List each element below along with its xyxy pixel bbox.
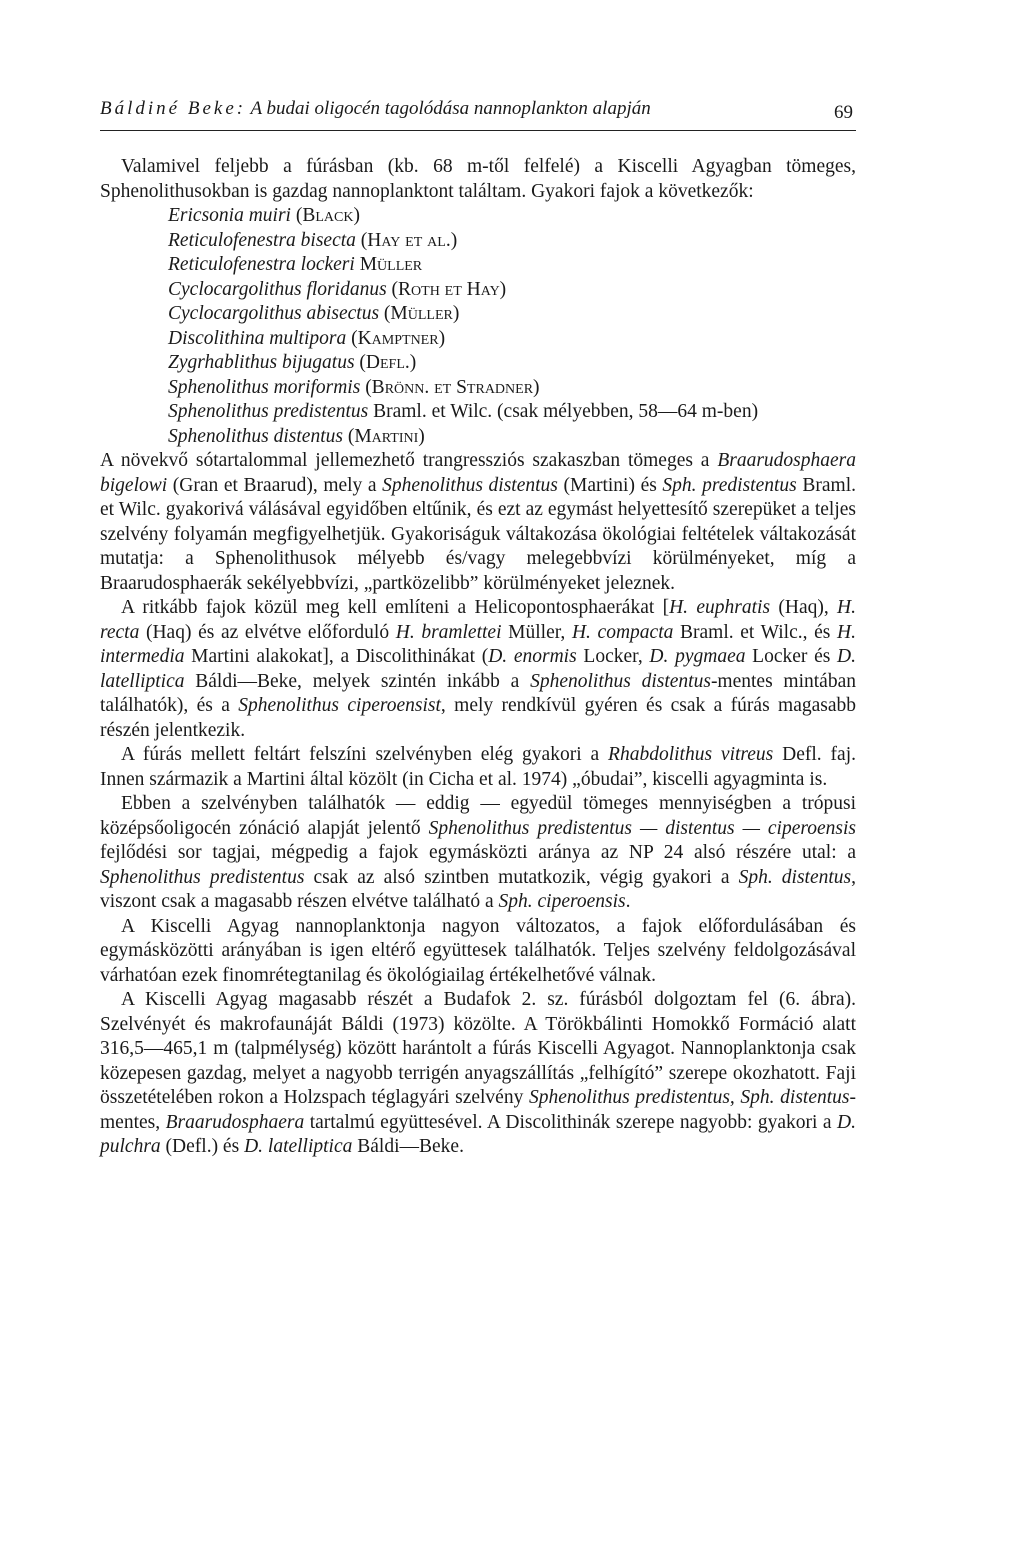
species-item [168,425,856,450]
taxon-name: H. compacta [571,621,674,643]
taxon-name: Braarudosphaera bigelowi [100,450,856,496]
text-run: fejlődési sor tagjai, mégpedig a fajok egymásközti aránya az NP 24 alsó részére utal: a [100,842,856,863]
species-author: (Müller) [383,303,460,324]
species-item [168,204,856,229]
header-title: A budai oligocén tagolódása nannoplankton alapján [250,98,651,119]
running-header [100,97,853,121]
species-author: Braml. et Wilc. (csak mélyebben, 58—64 m-ben) [373,401,759,422]
text-run: , viszont csak a magasabb részen elvétve található a [100,866,857,912]
paragraph-5 [100,792,856,915]
text-run: tartalmú együttesével. A Discolithinák szerepe nagyobb: gyakori a [304,1111,838,1133]
species-name: Sphenolithus distentus [168,425,343,447]
taxon-name: H. bramlettei [395,621,502,643]
taxon-name: Sph. predistentus [662,474,797,496]
text-run: (Haq) és az elvétve előforduló [139,621,396,643]
species-list [100,204,856,449]
species-name: Ericsonia muiri [168,205,291,226]
text-run: (Martini) és [557,474,663,496]
text-run: A fúrás mellett feltárt felszíni szelvényben elég gyakori a [121,744,609,765]
text-run: Braml. et Wilc., és [673,621,838,643]
species-name: Zygrhablithus bijugatus [168,352,355,373]
paragraph-7 [100,988,856,1160]
paragraph-1: Valamivel feljebb a fúrásban (kb. 68 m-től felfelé) a Kiscelli Agyagban tömeges, Sphenolithusokban is gazdag nannoplanktont találtam. Gyakori fajok a következők: [100,156,856,202]
species-name: Sphenolithus moriformis [168,376,361,398]
taxon-name: Rhabdolithus vitreus [608,744,774,765]
species-item [168,376,856,401]
species-author: Müller [359,254,423,275]
species-item [168,302,856,327]
species-name: Cyclocargolithus floridanus [168,278,387,300]
taxon-name: Sphenolithus predistentus, Sph. distentus [528,1087,850,1108]
taxon-name: Braarudosphaera [165,1111,305,1133]
species-item [168,400,856,425]
text-run: -mentes, [100,1087,856,1133]
species-name: Discolithina multipora [168,327,347,349]
species-author: (Kamptner) [351,327,446,349]
text-run: Báldi—Beke. [352,1136,464,1157]
species-author: (Martini) [347,425,425,447]
taxon-name: Sphenolithus predistentus [100,866,305,888]
text-run: (Gran et Braarud), mely a [167,474,383,496]
text-run: Báldi—Beke, melyek szintén inkább a [184,670,531,692]
page-number: 69 [834,102,853,123]
text-run: Defl. faj. Innen származik a Martini által közölt (in Cicha et al. 1974) „óbudai”, kiscelli agyagminta is. [100,744,856,790]
text-run: Ebben a szelvényben találhatók — eddig — egyedül tömeges mennyiségben a trópusi középsőoligocén zónáció alapját jelentő [100,793,856,839]
species-item [168,229,856,254]
text-run: (Haq), [770,597,838,618]
text-run: csak az alsó szintben mutatkozik, végig gyakori a [304,866,739,888]
text-run: . [625,891,631,912]
text-run: Locker, [576,646,650,667]
species-author: (Hay et al.) [360,229,458,251]
body-text [100,155,856,1160]
taxon-name: D. pygmaea [649,646,746,667]
species-item [168,327,856,352]
species-name: Sphenolithus predistentus [168,401,369,422]
species-author: (Black) [295,205,360,226]
species-name: Cyclocargolithus abisectus [168,303,380,324]
paragraph-6: A Kiscelli Agyag nannoplanktonja nagyon változatos, a fajok előfordulásában és egymásközötti arányában is igen eltérő együttesek találhatók. Teljes szelvény feldolgozásával várhatóan ezek finomrétegtanilag és ökológiailag értékelhetővé válnak. [100,915,856,986]
text-run: A ritkább fajok közül meg kell említeni a Helicopontosphaerákat [ [121,597,670,618]
taxon-name: Sphenolithus distentus [530,670,711,692]
text-run: (Defl.) és [160,1136,245,1157]
taxon-name: D. latelliptica [244,1136,353,1157]
text-run: Locker és [745,646,838,667]
taxon-name: Sphenolithus ciperoensist [238,695,441,716]
species-author: (Brönn. et Stradner) [365,376,540,398]
species-name: Reticulofenestra bisecta [168,229,356,251]
species-item [168,278,856,303]
taxon-name: Sphenolithus distentus [382,474,558,496]
species-author: (Defl.) [359,352,417,373]
species-name: Reticulofenestra lockeri [168,254,355,275]
taxon-name: H. euphratis [669,597,771,618]
text-run: A növekvő sótartalommal jellemezhető trangressziós szakaszban tömeges a [100,450,718,471]
taxon-name: Sph. distentus [738,866,852,888]
text-run: Martini alakokat], a Discolithinákat ( [184,646,489,667]
taxon-name: D. latelliptica [100,646,857,692]
taxon-name: H. recta [100,597,856,643]
header-author: Báldiné Beke: [100,98,247,119]
text-run: A Kiscelli Agyag magasabb részét a Budafok 2. sz. fúrásból dolgoztam fel (6. ábra). Szelvényét és makrofaunáját Báldi (1973) közölte. A Törökbálinti Homokkő Formáció alatt 316,5—465,1 m (talpmélység) között harántolt a fúrás Kiscelli Agyagot. Nannoplanktonja csak közepesen gazdag, melyet a nagyobb terrigén anyagszállítás „felhígító” szerepe okozhatott. Faji összetételében rokon a Holzspach téglagyári szelvény [100,989,856,1108]
paragraph-4 [100,743,856,792]
taxon-name: H. intermedia [100,621,856,667]
text-run: , mely rendkívül gyéren és csak a fúrás magasabb részén jelentkezik. [100,695,857,741]
taxon-name: D. pulchra [100,1111,856,1157]
text-run: Müller, [501,621,572,643]
text-run: Braml. et Wilc. gyakorivá válásával egyidőben eltűnik, és ezt az egymást helyettesítő szerepüket a teljes szelvény folyamán megfigyelhetjük. Gyakoriságuk váltakozása ökológiai feltételek váltakozását mutatja: a Sphenolithusok mélyebb és/vagy melegebbvízi körülményeket, míg a Braarudosphaerák sekélyebbvízi, „partközelibb” körülményeket jeleznek. [100,474,856,594]
paragraph-3 [100,596,856,743]
taxon-name: Sph. ciperoensis [498,891,626,912]
taxon-name: Sphenolithus predistentus — distentus — ciperoensis [428,817,856,839]
species-item [168,253,856,278]
taxon-name: D. enormis [488,646,577,667]
header-rule [100,130,856,131]
text-run: -mentes mintában találhatók), és a [100,670,856,716]
species-item [168,351,856,376]
species-author: (Roth et Hay) [391,278,507,300]
paragraph-2 [100,449,856,596]
